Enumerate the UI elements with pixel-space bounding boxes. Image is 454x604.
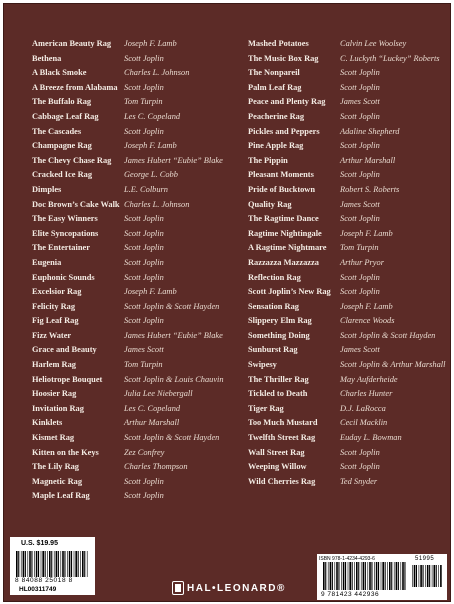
- song-row: [32, 256, 242, 271]
- song-title: Swipesy: [248, 360, 277, 370]
- song-row: [248, 402, 454, 417]
- song-row: [248, 110, 454, 125]
- song-row: [248, 52, 454, 67]
- song-title: Excelsior Rag: [32, 287, 82, 297]
- song-composer: Scott Joplin: [124, 257, 164, 267]
- song-title: Peacherine Rag: [248, 111, 305, 121]
- song-composer: Scott Joplin: [340, 82, 380, 92]
- song-composer: Arthur Marshall: [340, 155, 396, 165]
- song-title: The Buffalo Rag: [32, 97, 92, 107]
- isbn-barcode-box: [317, 554, 447, 600]
- song-row: [32, 52, 242, 67]
- song-row: [248, 256, 454, 271]
- song-title: Cracked Ice Rag: [32, 170, 93, 180]
- song-list-right: [248, 37, 454, 489]
- song-row: [248, 387, 454, 402]
- song-row: [248, 95, 454, 110]
- song-composer: Scott Joplin: [340, 141, 380, 151]
- song-composer: Zez Confrey: [124, 447, 165, 457]
- song-title: Twelfth Street Rag: [248, 433, 316, 443]
- song-composer: Scott Joplin: [340, 111, 380, 121]
- price-barcode-box: [10, 537, 95, 595]
- song-composer: Clarence Woods: [340, 316, 395, 326]
- song-title: Razzazza Mazzazza: [248, 257, 319, 267]
- back-cover: [3, 3, 451, 602]
- song-row: [32, 227, 242, 242]
- song-row: [248, 285, 454, 300]
- song-composer: Scott Joplin: [340, 214, 380, 224]
- song-row: [32, 329, 242, 344]
- song-row: [248, 227, 454, 242]
- song-row: [248, 416, 454, 431]
- song-title: Maple Leaf Rag: [32, 491, 90, 501]
- song-row: [32, 373, 242, 388]
- song-row: [32, 475, 242, 490]
- song-title: The Chevy Chase Rag: [32, 155, 112, 165]
- song-title: Champagne Rag: [32, 141, 92, 151]
- song-title: Magnetic Rag: [32, 476, 83, 486]
- price-label: U.S. $19.95: [21, 540, 58, 547]
- song-row: [32, 66, 242, 81]
- song-composer: Robert S. Roberts: [340, 184, 400, 194]
- song-row: [32, 212, 242, 227]
- song-row: [32, 402, 242, 417]
- song-title: Pride of Bucktown: [248, 184, 315, 194]
- song-composer: Charles Thompson: [124, 462, 188, 472]
- song-composer: Scott Joplin & Scott Hayden: [124, 301, 220, 311]
- isbn-addon-digits: 51995: [415, 556, 435, 562]
- song-row: [32, 285, 242, 300]
- song-composer: Arthur Pryor: [340, 257, 384, 267]
- song-title: Cabbage Leaf Rag: [32, 111, 99, 121]
- song-composer: Les C. Copeland: [124, 403, 181, 413]
- song-row: [32, 81, 242, 96]
- song-row: [248, 125, 454, 140]
- song-row: [32, 431, 242, 446]
- song-composer: Scott Joplin: [124, 476, 164, 486]
- song-title: Palm Leaf Rag: [248, 82, 302, 92]
- song-composer: L.E. Colburn: [124, 184, 168, 194]
- song-title: The Pippin: [248, 155, 288, 165]
- catalog-number: HL00311749: [19, 586, 57, 593]
- song-title: Pine Apple Rag: [248, 141, 304, 151]
- song-title: Hoosier Rag: [32, 389, 77, 399]
- song-title: American Beauty Rag: [32, 39, 112, 48]
- song-title: Sunburst Rag: [248, 345, 298, 355]
- song-composer: Scott Joplin: [124, 272, 164, 282]
- isbn-addon-barcode: [412, 565, 442, 587]
- song-composer: Scott Joplin: [124, 228, 164, 238]
- song-title: Sensation Rag: [248, 301, 299, 311]
- song-title: The Easy Winners: [32, 214, 98, 224]
- song-row: [248, 66, 454, 81]
- song-row: [248, 314, 454, 329]
- song-title: Doc Brown’s Cake Walk: [32, 199, 120, 209]
- song-composer: Scott Joplin: [340, 272, 380, 282]
- song-title: Slippery Elm Rag: [248, 316, 312, 326]
- song-title: Elite Syncopations: [32, 228, 99, 238]
- song-title: Harlem Rag: [32, 360, 76, 370]
- song-composer: Scott Joplin: [124, 126, 164, 136]
- song-row: [248, 431, 454, 446]
- song-title: Kinklets: [32, 418, 63, 428]
- publisher-logo: [172, 581, 286, 595]
- song-composer: Scott Joplin: [340, 68, 380, 78]
- song-composer: Cecil Macklin: [340, 418, 388, 428]
- song-title: A Breeze from Alabama: [32, 82, 118, 92]
- song-composer: Arthur Marshall: [124, 418, 180, 428]
- song-row: [248, 329, 454, 344]
- song-row: [32, 460, 242, 475]
- song-composer: C. Luckyth “Luckey” Roberts: [340, 53, 440, 63]
- song-row: [248, 343, 454, 358]
- song-title: Fig Leaf Rag: [32, 316, 79, 326]
- song-composer: Les C. Copeland: [124, 111, 181, 121]
- song-composer: Scott Joplin: [340, 462, 380, 472]
- song-row: [248, 373, 454, 388]
- song-title: Fizz Water: [32, 330, 72, 340]
- song-row: [248, 168, 454, 183]
- song-composer: Tom Turpin: [124, 97, 163, 107]
- song-row: [32, 446, 242, 461]
- song-row: [32, 37, 242, 52]
- song-composer: May Aufderheide: [340, 374, 398, 384]
- song-composer: Scott Joplin & Scott Hayden: [340, 330, 436, 340]
- song-composer: Scott Joplin: [124, 243, 164, 253]
- song-composer: Julia Lee Niebergall: [124, 389, 193, 399]
- upc-digits: 8 84088 25018 8: [15, 577, 73, 584]
- song-title: The Ragtime Dance: [248, 214, 319, 224]
- song-title: Something Doing: [248, 330, 310, 340]
- song-title: Weeping Willow: [248, 462, 307, 472]
- song-title: Felicity Rag: [32, 301, 76, 311]
- song-row: [32, 95, 242, 110]
- song-row: [248, 183, 454, 198]
- song-row: [32, 489, 242, 504]
- song-row: [32, 125, 242, 140]
- song-row: [248, 358, 454, 373]
- song-composer: Scott Joplin & Arthur Marshall: [340, 360, 446, 370]
- song-title: The Cascades: [32, 126, 82, 136]
- song-composer: Scott Joplin: [124, 316, 164, 326]
- song-row: [32, 168, 242, 183]
- song-composer: Scott Joplin: [124, 82, 164, 92]
- song-composer: Calvin Lee Woolsey: [340, 39, 407, 48]
- song-composer: Scott Joplin: [124, 53, 164, 63]
- song-title: The Thriller Rag: [248, 374, 309, 384]
- song-title: Invitation Rag: [32, 403, 84, 413]
- song-title: The Music Box Rag: [248, 53, 319, 63]
- song-title: The Lily Rag: [32, 462, 79, 472]
- song-title: Reflection Rag: [248, 272, 301, 282]
- isbn-barcode-digits: 9 781423 442936: [321, 591, 380, 598]
- song-row: [32, 271, 242, 286]
- song-composer: Charles Hunter: [340, 389, 393, 399]
- song-title: Kitten on the Keys: [32, 447, 99, 457]
- song-row: [248, 475, 454, 490]
- song-row: [248, 154, 454, 169]
- song-composer: Joseph F. Lamb: [124, 39, 177, 48]
- song-row: [32, 110, 242, 125]
- song-title: Pleasant Moments: [248, 170, 314, 180]
- song-list-left: [32, 37, 242, 504]
- song-composer: Tom Turpin: [340, 243, 379, 253]
- song-composer: Scott Joplin: [124, 491, 164, 501]
- song-composer: James Hubert “Eubie” Blake: [124, 155, 223, 165]
- song-title: Euphonic Sounds: [32, 272, 95, 282]
- song-title: Eugenia: [32, 257, 62, 267]
- isbn-label: ISBN 978-1-4234-4293-6: [319, 556, 375, 562]
- song-composer: James Scott: [340, 97, 380, 107]
- isbn-barcode: [323, 562, 406, 590]
- song-composer: Joseph F. Lamb: [124, 141, 177, 151]
- song-row: [32, 314, 242, 329]
- song-composer: James Scott: [124, 345, 164, 355]
- song-title: A Ragtime Nightmare: [248, 243, 327, 253]
- song-composer: Euday L. Bowman: [340, 433, 402, 443]
- song-title: The Entertainer: [32, 243, 90, 253]
- song-row: [248, 446, 454, 461]
- song-title: Grace and Beauty: [32, 345, 97, 355]
- song-composer: Charles L. Johnson: [124, 199, 190, 209]
- song-composer: James Hubert “Eubie” Blake: [124, 330, 223, 340]
- song-title: Heliotrope Bouquet: [32, 374, 103, 384]
- hal-leonard-logo-icon: [172, 581, 184, 595]
- song-row: [248, 460, 454, 475]
- song-row: [32, 139, 242, 154]
- song-row: [248, 139, 454, 154]
- song-row: [32, 183, 242, 198]
- song-composer: James Scott: [340, 345, 380, 355]
- song-title: A Black Smoke: [32, 68, 87, 78]
- song-composer: Scott Joplin & Scott Hayden: [124, 433, 220, 443]
- song-title: Scott Joplin’s New Rag: [248, 287, 331, 297]
- song-composer: George L. Cobb: [124, 170, 178, 180]
- song-composer: Adaline Shepherd: [340, 126, 400, 136]
- song-composer: Tom Turpin: [124, 360, 163, 370]
- song-composer: D.J. LaRocca: [340, 403, 386, 413]
- song-title: Kismet Rag: [32, 433, 75, 443]
- song-title: Pickles and Peppers: [248, 126, 320, 136]
- song-composer: Scott Joplin: [124, 214, 164, 224]
- song-title: The Nonpareil: [248, 68, 300, 78]
- song-title: Too Much Mustard: [248, 418, 318, 428]
- song-composer: Joseph F. Lamb: [340, 228, 393, 238]
- song-row: [32, 241, 242, 256]
- song-row: [32, 198, 242, 213]
- song-row: [32, 387, 242, 402]
- upc-barcode: [16, 551, 88, 577]
- song-title: Wild Cherries Rag: [248, 476, 316, 486]
- song-title: Tiger Rag: [248, 403, 284, 413]
- song-composer: Scott Joplin: [340, 170, 380, 180]
- song-row: [32, 358, 242, 373]
- song-title: Bethena: [32, 53, 62, 63]
- song-composer: Scott Joplin: [340, 287, 380, 297]
- song-row: [32, 416, 242, 431]
- song-title: Ragtime Nightingale: [248, 228, 322, 238]
- song-row: [248, 212, 454, 227]
- song-row: [248, 300, 454, 315]
- song-composer: James Scott: [340, 199, 380, 209]
- song-composer: Ted Snyder: [340, 476, 378, 486]
- song-row: [32, 154, 242, 169]
- publisher-logo-text: HAL•LEONARD®: [187, 582, 286, 594]
- song-row: [248, 37, 454, 52]
- song-composer: Charles L. Johnson: [124, 68, 190, 78]
- song-title: Dimples: [32, 184, 62, 194]
- song-composer: Joseph F. Lamb: [124, 287, 177, 297]
- song-composer: Joseph F. Lamb: [340, 301, 393, 311]
- song-title: Peace and Plenty Rag: [248, 97, 326, 107]
- song-row: [248, 198, 454, 213]
- song-row: [32, 300, 242, 315]
- song-composer: Scott Joplin & Louis Chauvin: [124, 374, 224, 384]
- song-composer: Scott Joplin: [340, 447, 380, 457]
- song-title: Wall Street Rag: [248, 447, 305, 457]
- song-title: Quality Rag: [248, 199, 292, 209]
- song-row: [248, 241, 454, 256]
- song-row: [32, 343, 242, 358]
- song-row: [248, 81, 454, 96]
- song-title: Mashed Potatoes: [248, 39, 309, 48]
- song-row: [248, 271, 454, 286]
- song-title: Tickled to Death: [248, 389, 308, 399]
